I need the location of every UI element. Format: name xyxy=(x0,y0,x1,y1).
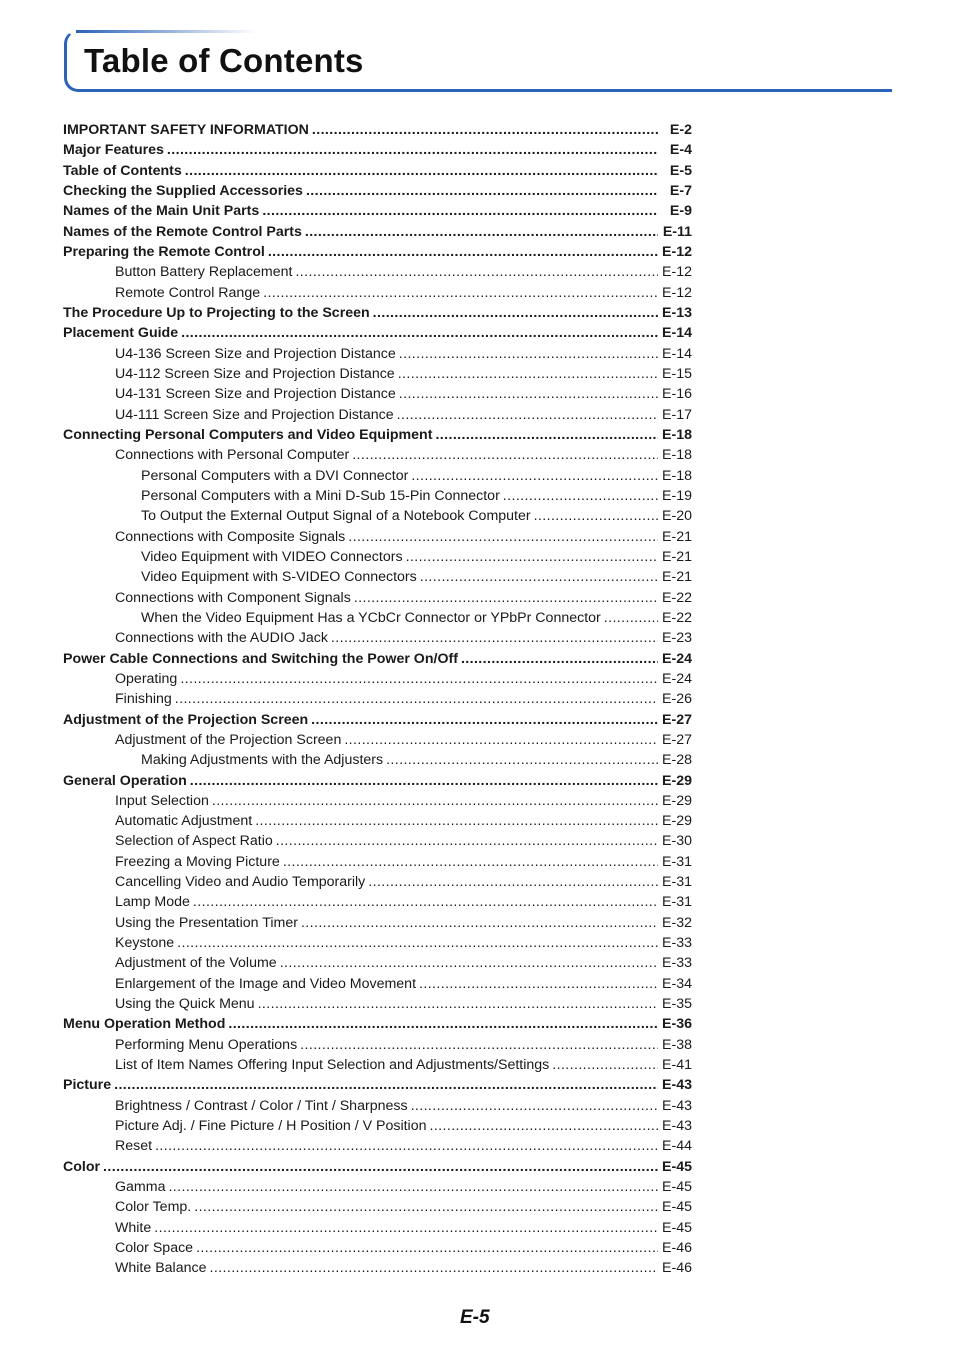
toc-entry[interactable] xyxy=(63,1075,692,1095)
toc-entry[interactable] xyxy=(63,567,692,587)
toc-entry-page: E-20 xyxy=(662,508,692,525)
toc-entry[interactable] xyxy=(63,1197,692,1217)
toc-entry-label: The Procedure Up to Projecting to the Screen xyxy=(63,304,370,321)
toc-entry-page: E-27 xyxy=(662,711,692,728)
toc-entry[interactable] xyxy=(63,181,692,201)
toc-entry-label: Color Space xyxy=(115,1240,194,1257)
toc-dot-leader xyxy=(344,730,658,750)
toc-entry-label: Adjustment of the Projection Screen xyxy=(63,711,309,728)
toc-entry-page: E-12 xyxy=(662,243,692,260)
toc-entry[interactable] xyxy=(63,994,692,1014)
toc-dot-leader xyxy=(180,669,658,689)
toc-entry-page: E-43 xyxy=(662,1118,692,1135)
toc-entry-page: E-29 xyxy=(662,792,692,809)
toc-dot-leader xyxy=(154,1218,658,1238)
toc-entry-page: E-7 xyxy=(669,182,692,199)
toc-entry-page: E-29 xyxy=(662,772,692,789)
toc-entry[interactable] xyxy=(63,547,692,567)
toc-entry[interactable] xyxy=(63,364,692,384)
toc-entry-label: Brightness / Contrast / Color / Tint / Sharpness xyxy=(115,1097,408,1114)
toc-entry-label: Video Equipment with VIDEO Connectors xyxy=(141,548,403,565)
toc-entry-label: Color Temp. xyxy=(115,1199,192,1216)
toc-entry-label: General Operation xyxy=(63,772,187,789)
toc-entry-label: Checking the Supplied Accessories xyxy=(63,182,303,199)
toc-entry[interactable] xyxy=(63,445,692,465)
toc-dot-leader xyxy=(534,506,658,526)
toc-entry-page: E-43 xyxy=(662,1077,692,1094)
toc-entry-label: Personal Computers with a Mini D-Sub 15-Pin Connector xyxy=(141,487,500,504)
toc-entry[interactable] xyxy=(63,791,692,811)
toc-entry-page: E-22 xyxy=(662,609,692,626)
toc-entry-label: Color xyxy=(63,1158,101,1175)
toc-entry[interactable] xyxy=(63,649,692,669)
toc-entry[interactable] xyxy=(63,201,692,221)
toc-dot-leader xyxy=(306,181,658,201)
toc-entry-label: Preparing the Remote Control xyxy=(63,243,265,260)
toc-entry[interactable] xyxy=(63,506,692,526)
toc-entry[interactable] xyxy=(63,262,692,282)
toc-entry[interactable] xyxy=(63,323,692,343)
toc-entry-label: Power Cable Connections and Switching the Power On/Off xyxy=(63,650,458,667)
toc-dot-leader xyxy=(411,466,658,486)
toc-entry-page: E-41 xyxy=(662,1057,692,1074)
toc-entry-page: E-38 xyxy=(662,1036,692,1053)
toc-entry-label: Connections with the AUDIO Jack xyxy=(115,630,328,647)
toc-entry-label: Selection of Aspect Ratio xyxy=(115,833,273,850)
toc-entry[interactable] xyxy=(63,710,692,730)
toc-entry-page: E-28 xyxy=(662,752,692,769)
toc-dot-leader xyxy=(312,120,658,140)
toc-entry[interactable] xyxy=(63,1055,692,1075)
toc-entry-page: E-31 xyxy=(662,853,692,870)
toc-entry-label: Menu Operation Method xyxy=(63,1016,226,1033)
toc-dot-leader xyxy=(177,933,658,953)
toc-entry-page: E-31 xyxy=(662,874,692,891)
toc-dot-leader xyxy=(368,872,658,892)
toc-dot-leader xyxy=(398,364,658,384)
toc-dot-leader xyxy=(255,811,658,831)
toc-entry-page: E-18 xyxy=(662,426,692,443)
toc-dot-leader xyxy=(373,303,658,323)
toc-entry[interactable] xyxy=(63,669,692,689)
toc-entry-label: Personal Computers with a DVI Connector xyxy=(141,467,409,484)
toc-dot-leader xyxy=(386,750,658,770)
toc-entry[interactable] xyxy=(63,974,692,994)
toc-entry-label: Gamma xyxy=(115,1179,166,1196)
toc-entry-label: White xyxy=(115,1219,152,1236)
toc-entry-page: E-43 xyxy=(662,1097,692,1114)
toc-entry-page: E-21 xyxy=(662,569,692,586)
toc-entry-label: White Balance xyxy=(115,1260,207,1277)
toc-entry-page: E-46 xyxy=(662,1260,692,1277)
toc-entry-label: Picture Adj. / Fine Picture / H Position / V Position xyxy=(115,1118,427,1135)
toc-dot-leader xyxy=(354,588,658,608)
toc-dot-leader xyxy=(212,791,658,811)
toc-entry[interactable] xyxy=(63,811,692,831)
toc-entry[interactable] xyxy=(63,933,692,953)
toc-list xyxy=(63,120,692,1279)
toc-entry-page: E-13 xyxy=(662,304,692,321)
toc-entry-label: Reset xyxy=(115,1138,153,1155)
toc-dot-leader xyxy=(503,486,658,506)
toc-dot-leader xyxy=(193,892,658,912)
toc-dot-leader xyxy=(429,1116,658,1136)
toc-entry[interactable] xyxy=(63,953,692,973)
toc-entry-page: E-24 xyxy=(662,650,692,667)
toc-entry[interactable] xyxy=(63,730,692,750)
toc-entry[interactable] xyxy=(63,608,692,628)
toc-entry-page: E-32 xyxy=(662,914,692,931)
page-header xyxy=(64,30,894,94)
toc-entry-page: E-26 xyxy=(662,691,692,708)
toc-entry-label: Finishing xyxy=(115,691,172,708)
toc-entry-label: IMPORTANT SAFETY INFORMATION xyxy=(63,122,309,138)
toc-entry-label: Cancelling Video and Audio Temporarily xyxy=(115,874,366,891)
toc-dot-leader xyxy=(190,771,658,791)
toc-dot-leader xyxy=(155,1136,658,1156)
toc-dot-leader xyxy=(399,384,658,404)
toc-dot-leader xyxy=(181,323,658,343)
toc-entry[interactable] xyxy=(63,852,692,872)
toc-entry-label: Connections with Personal Computer xyxy=(115,447,350,464)
toc-entry-page: E-21 xyxy=(662,548,692,565)
toc-entry-label: U4-131 Screen Size and Projection Distance xyxy=(115,386,396,403)
toc-entry-page: E-18 xyxy=(662,467,692,484)
toc-entry-label: Lamp Mode xyxy=(115,894,190,911)
toc-entry-page: E-21 xyxy=(662,528,692,545)
toc-entry[interactable] xyxy=(63,913,692,933)
toc-dot-leader xyxy=(268,242,658,262)
toc-entry[interactable] xyxy=(63,120,692,140)
toc-entry-label: Performing Menu Operations xyxy=(115,1036,298,1053)
toc-entry-page: E-29 xyxy=(662,813,692,830)
toc-entry[interactable] xyxy=(63,750,692,770)
toc-entry[interactable] xyxy=(63,242,692,262)
toc-entry-label: Adjustment of the Projection Screen xyxy=(115,731,342,748)
toc-entry-label: Names of the Remote Control Parts xyxy=(63,223,302,240)
toc-entry-label: To Output the External Output Signal of a Notebook Computer xyxy=(141,508,531,525)
toc-entry[interactable] xyxy=(63,466,692,486)
toc-dot-leader xyxy=(411,1096,658,1116)
toc-entry-page: E-33 xyxy=(662,955,692,972)
toc-entry-page: E-30 xyxy=(662,833,692,850)
toc-dot-leader xyxy=(348,527,658,547)
toc-entry[interactable] xyxy=(63,831,692,851)
toc-entry-label: Placement Guide xyxy=(63,325,179,342)
toc-entry-page: E-4 xyxy=(669,142,692,159)
toc-dot-leader xyxy=(168,1177,658,1197)
toc-entry-page: E-12 xyxy=(662,264,692,281)
toc-entry-page: E-5 xyxy=(669,162,692,179)
toc-entry[interactable] xyxy=(63,1238,692,1258)
toc-entry[interactable] xyxy=(63,1258,692,1278)
toc-entry-page: E-45 xyxy=(662,1199,692,1216)
toc-entry[interactable] xyxy=(63,892,692,912)
toc-dot-leader xyxy=(194,1197,658,1217)
toc-dot-leader xyxy=(185,161,658,181)
toc-entry-label: Major Features xyxy=(63,142,164,159)
toc-entry-page: E-33 xyxy=(662,935,692,952)
toc-entry[interactable] xyxy=(63,1116,692,1136)
toc-entry-label: Connecting Personal Computers and Video Equipment xyxy=(63,426,433,443)
toc-dot-leader xyxy=(196,1238,658,1258)
toc-dot-leader xyxy=(604,608,658,628)
toc-entry[interactable] xyxy=(63,1014,692,1034)
toc-entry-label: Input Selection xyxy=(115,792,209,809)
toc-entry[interactable] xyxy=(63,1157,692,1177)
toc-entry-page: E-15 xyxy=(662,365,692,382)
toc-entry[interactable] xyxy=(63,1136,692,1156)
toc-entry-page: E-45 xyxy=(662,1179,692,1196)
toc-entry-label: Names of the Main Unit Parts xyxy=(63,203,260,220)
toc-entry-page: E-35 xyxy=(662,996,692,1013)
toc-entry[interactable] xyxy=(63,222,692,242)
toc-dot-leader xyxy=(114,1075,658,1095)
toc-entry-label: Enlargement of the Image and Video Movement xyxy=(115,975,417,992)
toc-entry-label: Connections with Component Signals xyxy=(115,589,351,606)
toc-entry[interactable] xyxy=(63,527,692,547)
toc-entry-page: E-9 xyxy=(669,203,692,220)
toc-entry-label: Table of Contents xyxy=(63,162,182,179)
toc-entry-label: U4-136 Screen Size and Projection Distance xyxy=(115,345,396,362)
toc-entry-label: Picture xyxy=(63,1077,112,1094)
toc-entry-page: E-45 xyxy=(662,1219,692,1236)
toc-dot-leader xyxy=(406,547,658,567)
toc-entry-page: E-11 xyxy=(662,223,692,240)
toc-entry[interactable] xyxy=(63,425,692,445)
toc-entry[interactable] xyxy=(63,405,692,425)
toc-entry[interactable] xyxy=(63,1218,692,1238)
toc-entry-page: E-24 xyxy=(662,670,692,687)
page-number: E-5 xyxy=(460,1307,490,1328)
header-accent-line xyxy=(76,30,256,33)
toc-entry-page: E-27 xyxy=(662,731,692,748)
toc-entry-page: E-45 xyxy=(662,1158,692,1175)
toc-entry-label: Video Equipment with S-VIDEO Connectors xyxy=(141,569,417,586)
toc-entry-page: E-34 xyxy=(662,975,692,992)
toc-dot-leader xyxy=(103,1157,658,1177)
toc-entry[interactable] xyxy=(63,303,692,323)
toc-entry-label: Using the Quick Menu xyxy=(115,996,255,1013)
toc-entry-label: Making Adjustments with the Adjusters xyxy=(141,752,384,769)
toc-dot-leader xyxy=(167,140,658,160)
toc-entry[interactable] xyxy=(63,486,692,506)
toc-dot-leader xyxy=(283,852,658,872)
toc-entry[interactable] xyxy=(63,384,692,404)
toc-entry-label: Connections with Composite Signals xyxy=(115,528,346,545)
toc-dot-leader xyxy=(311,710,658,730)
toc-entry-page: E-22 xyxy=(662,589,692,606)
toc-entry-label: Freezing a Moving Picture xyxy=(115,853,280,870)
toc-entry-label: Using the Presentation Timer xyxy=(115,914,298,931)
toc-dot-leader xyxy=(301,913,658,933)
toc-entry-label: U4-111 Screen Size and Projection Distance xyxy=(115,406,394,423)
toc-dot-leader xyxy=(276,831,658,851)
toc-dot-leader xyxy=(300,1035,658,1055)
toc-dot-leader xyxy=(552,1055,658,1075)
toc-entry-page: E-12 xyxy=(662,284,692,301)
toc-dot-leader xyxy=(461,649,658,669)
toc-dot-leader xyxy=(397,405,658,425)
toc-entry-page: E-36 xyxy=(662,1016,692,1033)
toc-entry-page: E-2 xyxy=(669,122,692,138)
toc-entry-label: Automatic Adjustment xyxy=(115,813,253,830)
toc-dot-leader xyxy=(175,689,658,709)
toc-entry-page: E-14 xyxy=(662,325,692,342)
toc-dot-leader xyxy=(209,1258,658,1278)
toc-entry[interactable] xyxy=(63,344,692,364)
toc-entry-page: E-16 xyxy=(662,386,692,403)
toc-entry-label: Operating xyxy=(115,670,178,687)
toc-dot-leader xyxy=(295,262,658,282)
toc-dot-leader xyxy=(435,425,658,445)
toc-dot-leader xyxy=(228,1014,658,1034)
toc-entry-label: Adjustment of the Volume xyxy=(115,955,277,972)
toc-entry-label: When the Video Equipment Has a YCbCr Connector or YPbPr Connector xyxy=(141,609,601,626)
toc-entry[interactable] xyxy=(63,1096,692,1116)
toc-entry-label: Remote Control Range xyxy=(115,284,261,301)
toc-entry-page: E-44 xyxy=(662,1138,692,1155)
page-title: Table of Contents xyxy=(84,42,364,79)
toc-entry-page: E-18 xyxy=(662,447,692,464)
toc-entry[interactable] xyxy=(63,283,692,303)
toc-dot-leader xyxy=(305,222,658,242)
toc-entry[interactable] xyxy=(63,140,692,160)
toc-entry[interactable] xyxy=(63,628,692,648)
toc-entry[interactable] xyxy=(63,161,692,181)
toc-entry-label: Keystone xyxy=(115,935,175,952)
toc-entry-page: E-17 xyxy=(662,406,692,423)
toc-entry-page: E-31 xyxy=(662,894,692,911)
toc-dot-leader xyxy=(280,953,658,973)
toc-entry-label: Button Battery Replacement xyxy=(115,264,293,281)
toc-dot-leader xyxy=(399,344,658,364)
toc-entry-page: E-14 xyxy=(662,345,692,362)
toc-entry-label: List of Item Names Offering Input Selection and Adjustments/Settings xyxy=(115,1057,550,1074)
toc-entry[interactable] xyxy=(63,771,692,791)
toc-entry-label: U4-112 Screen Size and Projection Distance xyxy=(115,365,395,382)
toc-entry-page: E-23 xyxy=(662,630,692,647)
toc-entry[interactable] xyxy=(63,588,692,608)
toc-dot-leader xyxy=(420,567,658,587)
toc-dot-leader xyxy=(419,974,658,994)
toc-dot-leader xyxy=(262,201,658,221)
toc-entry[interactable] xyxy=(63,1035,692,1055)
toc-dot-leader xyxy=(331,628,658,648)
toc-dot-leader xyxy=(352,445,658,465)
toc-entry[interactable] xyxy=(63,689,692,709)
toc-dot-leader xyxy=(258,994,658,1014)
toc-entry-page: E-46 xyxy=(662,1240,692,1257)
toc-entry[interactable] xyxy=(63,1177,692,1197)
toc-dot-leader xyxy=(263,283,658,303)
toc-entry[interactable] xyxy=(63,872,692,892)
toc-entry-page: E-19 xyxy=(662,487,692,504)
